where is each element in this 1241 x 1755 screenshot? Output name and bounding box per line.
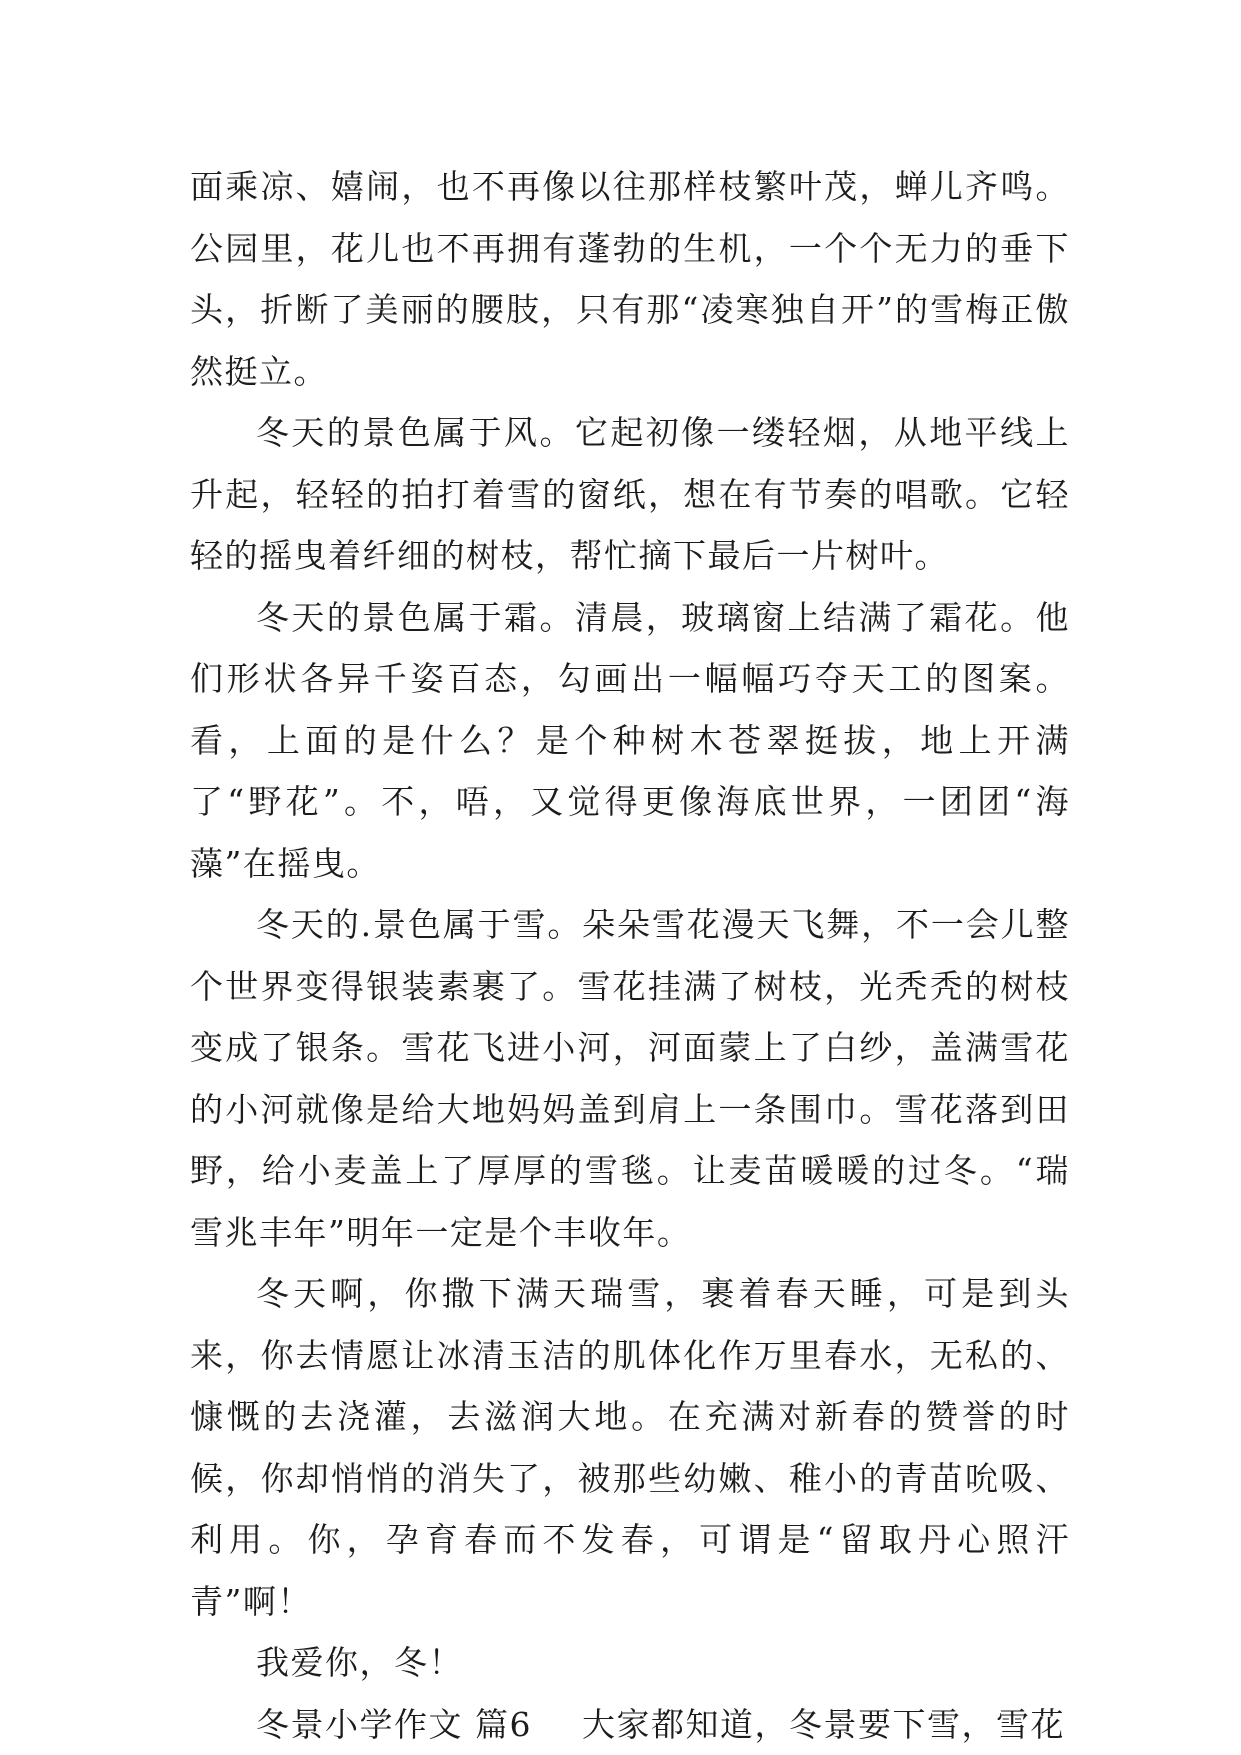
paragraph-1: 面乘凉、嬉闹，也不再像以往那样枝繁叶茂，蝉儿齐鸣。公园里，花儿也不再拥有蓬勃的生机，一个个无力的垂下头，折断了美丽的腰肢，只有那“凌寒独自开”的雪梅正傲然挺立。 xyxy=(190,156,1070,402)
article-body xyxy=(190,156,1070,1755)
article-heading: 冬景小学作文 篇6 xyxy=(256,1705,532,1744)
paragraph-2: 冬天的景色属于风。它起初像一缕轻烟，从地平线上升起，轻轻的拍打着雪的窗纸，想在有节奏的唱歌。它轻轻的摇曳着纤细的树枝，帮忙摘下最后一片树叶。 xyxy=(190,402,1070,587)
article-opening-text: 大家都知道，冬景要下雪，雪花 xyxy=(582,1705,1065,1744)
next-article-line xyxy=(190,1694,1070,1755)
paragraph-4: 冬天的.景色属于雪。朵朵雪花漫天飞舞，不一会儿整个世界变得银装素裹了。雪花挂满了树枝，光秃秃的树枝变成了银条。雪花飞进小河，河面蒙上了白纱，盖满雪花的小河就像是给大地妈妈盖到肩上一条围巾。雪花落到田野，给小麦盖上了厚厚的雪毯。让麦苗暖暖的过冬。“瑞雪兆丰年”明年一定是个丰收年。 xyxy=(190,894,1070,1263)
paragraph-5: 冬天啊，你撒下满天瑞雪，裹着春天睡，可是到头来，你去情愿让冰清玉洁的肌体化作万里春水，无私的、慷慨的去浇灌，去滋润大地。在充满对新春的赞誉的时候，你却悄悄的消失了，被那些幼嫩、稚小的青苗吮吸、利用。你，孕育春而不发春，可谓是“留取丹心照汗青”啊！ xyxy=(190,1263,1070,1632)
paragraph-3: 冬天的景色属于霜。清晨，玻璃窗上结满了霜花。他们形状各异千姿百态，勾画出一幅幅巧夺天工的图案。看，上面的是什么？是个种树木苍翠挺拔，地上开满了“野花”。不，唔，又觉得更像海底世界，一团团“海藻”在摇曳。 xyxy=(190,587,1070,895)
paragraph-6: 我爱你，冬！ xyxy=(190,1632,1070,1694)
